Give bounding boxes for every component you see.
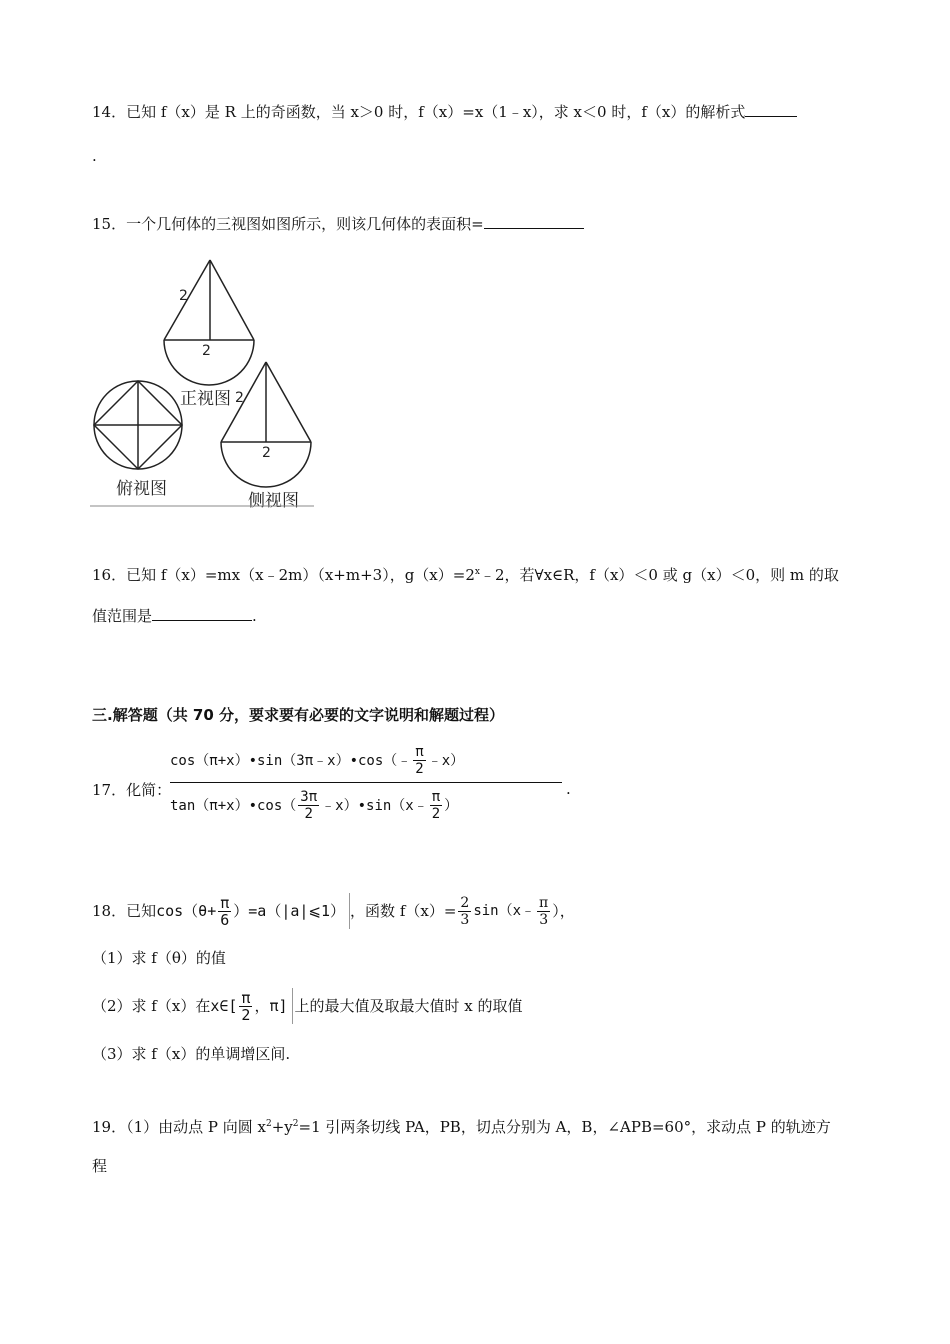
q18-sin-a: sin（x﹣ [473,903,536,919]
q19-text-a: 19．（1）由动点 P 向圆 x [92,1118,266,1136]
q18-part3: （3）求 f（x）的单调增区间. [92,1045,291,1063]
q17-den-frac1-n: 3π [300,788,318,805]
q18-sin-frac-n: π [539,894,549,911]
q17-num-frac-n: π [415,743,424,760]
q18-f-frac-d: 3 [460,911,470,928]
q18-interval-frac-n: π [241,988,251,1007]
side-slant-dim: 2 [235,390,244,406]
front-slant-dim: 2 [179,288,188,304]
front-view-label: 正视图 [180,389,231,409]
q17-den-c: ） [444,798,459,814]
q18-interval-b: ，π] [254,997,288,1015]
front-base-dim: 2 [202,343,211,359]
q19-text-b: +y [271,1118,293,1136]
q17-num-frac-d: 2 [415,760,424,777]
q16-line2 [92,606,257,626]
q15-text: 15．一个几何体的三视图如图所示，则该几何体的表面积= [92,215,484,233]
top-view [94,381,182,469]
q18-interval [210,988,287,1024]
q18-cos-a: cos（θ+ [156,902,217,920]
q17-end: . [566,780,571,798]
q17-denominator [170,783,562,827]
side-view-label: 侧视图 [248,491,299,511]
q17-den-frac2 [430,789,442,822]
q17-numerator [170,738,562,782]
q17-den-frac1 [298,789,319,822]
q18-part2-a: （2）求 f（x）在 [92,997,211,1015]
q18-f-frac-n: 2 [460,894,470,911]
q17-den-frac1-d: 2 [304,805,313,822]
q18-sin-frac [537,895,550,928]
q17-den-frac2-n: π [431,788,441,805]
q19-sup2: 2 [292,1119,299,1129]
q16-superscript: x [474,567,480,577]
q17-den-a: tan（π+x）•cos（ [170,798,297,814]
q18-part2 [92,988,523,1024]
q16-text-b: ﹣2，若∀x∈R，f（x）＜0 或 g（x）＜0，则 m 的取 [479,566,839,584]
q15-answer-blank [484,214,584,229]
q14-line [92,102,797,122]
top-view-label: 俯视图 [116,479,167,499]
three-view-figure [88,252,316,512]
q16-line1 [92,562,839,585]
q18-f-frac [458,895,471,928]
q15-line [92,214,584,234]
q19-line2: 程 [92,1157,108,1175]
q18-label: 18．已知 [92,902,157,920]
q14-answer-blank [745,102,797,117]
q19-line1 [92,1114,831,1137]
q19-sup1: 2 [266,1119,272,1129]
q16-end: . [252,607,257,625]
q17-num-a: cos（π+x）•sin（3π﹣x）•cos（﹣ [170,753,412,769]
side-view [221,362,311,487]
side-base-dim: 2 [262,445,271,461]
q14-tail: . [92,147,97,165]
q18-interval-frac [239,990,252,1023]
q14-text: 14．已知 f（x）是 R 上的奇函数，当 x＞0 时，f（x）=x（1﹣x），求 x＜0 时，f（x）的解析式 [92,103,746,121]
q18-cos-frac-d: 6 [220,910,230,929]
q18-cos-b: ）=a（|a|⩽1） [233,902,346,920]
q18-cos-expr [156,893,345,929]
q17-expression [170,738,562,827]
q17-num-frac [413,744,425,777]
q17-den-b: ﹣x）•sin（x﹣ [321,798,428,814]
q18-cos-frac-n: π [220,893,230,912]
q18-interval-divider [292,988,293,1024]
q18-interval-frac-d: 2 [241,1005,251,1024]
q18-line [92,893,575,929]
section3-heading: 三.解答题（共 70 分，要求要有必要的文字说明和解题过程） [92,706,505,724]
q18-mid: ，函数 f（x）= [350,902,457,920]
q17-label: 17．化简： [92,781,172,799]
q18-part2-b: 上的最大值及取最大值时 x 的取值 [294,997,523,1015]
q16-answer-blank [152,606,252,621]
q16-text-c: 值范围是 [92,607,153,625]
q17-num-b: ﹣x） [427,753,465,769]
q19-text-c: =1 引两条切线 PA，PB，切点分别为 A，B，∠APB=60°，求动点 P 的轨迹方 [298,1118,831,1136]
q18-sin-b: ）， [552,902,575,920]
q18-interval-a: x∈[ [210,997,238,1015]
q18-part1: （1）求 f（θ）的值 [92,949,226,967]
q17-den-frac2-d: 2 [431,805,441,822]
q18-sin-frac-d: 3 [539,911,549,928]
q18-cos-frac [218,895,231,928]
front-view [164,260,254,385]
q16-text-a: 16．已知 f（x）=mx（x﹣2m）（x+m+3），g（x）=2 [92,566,475,584]
